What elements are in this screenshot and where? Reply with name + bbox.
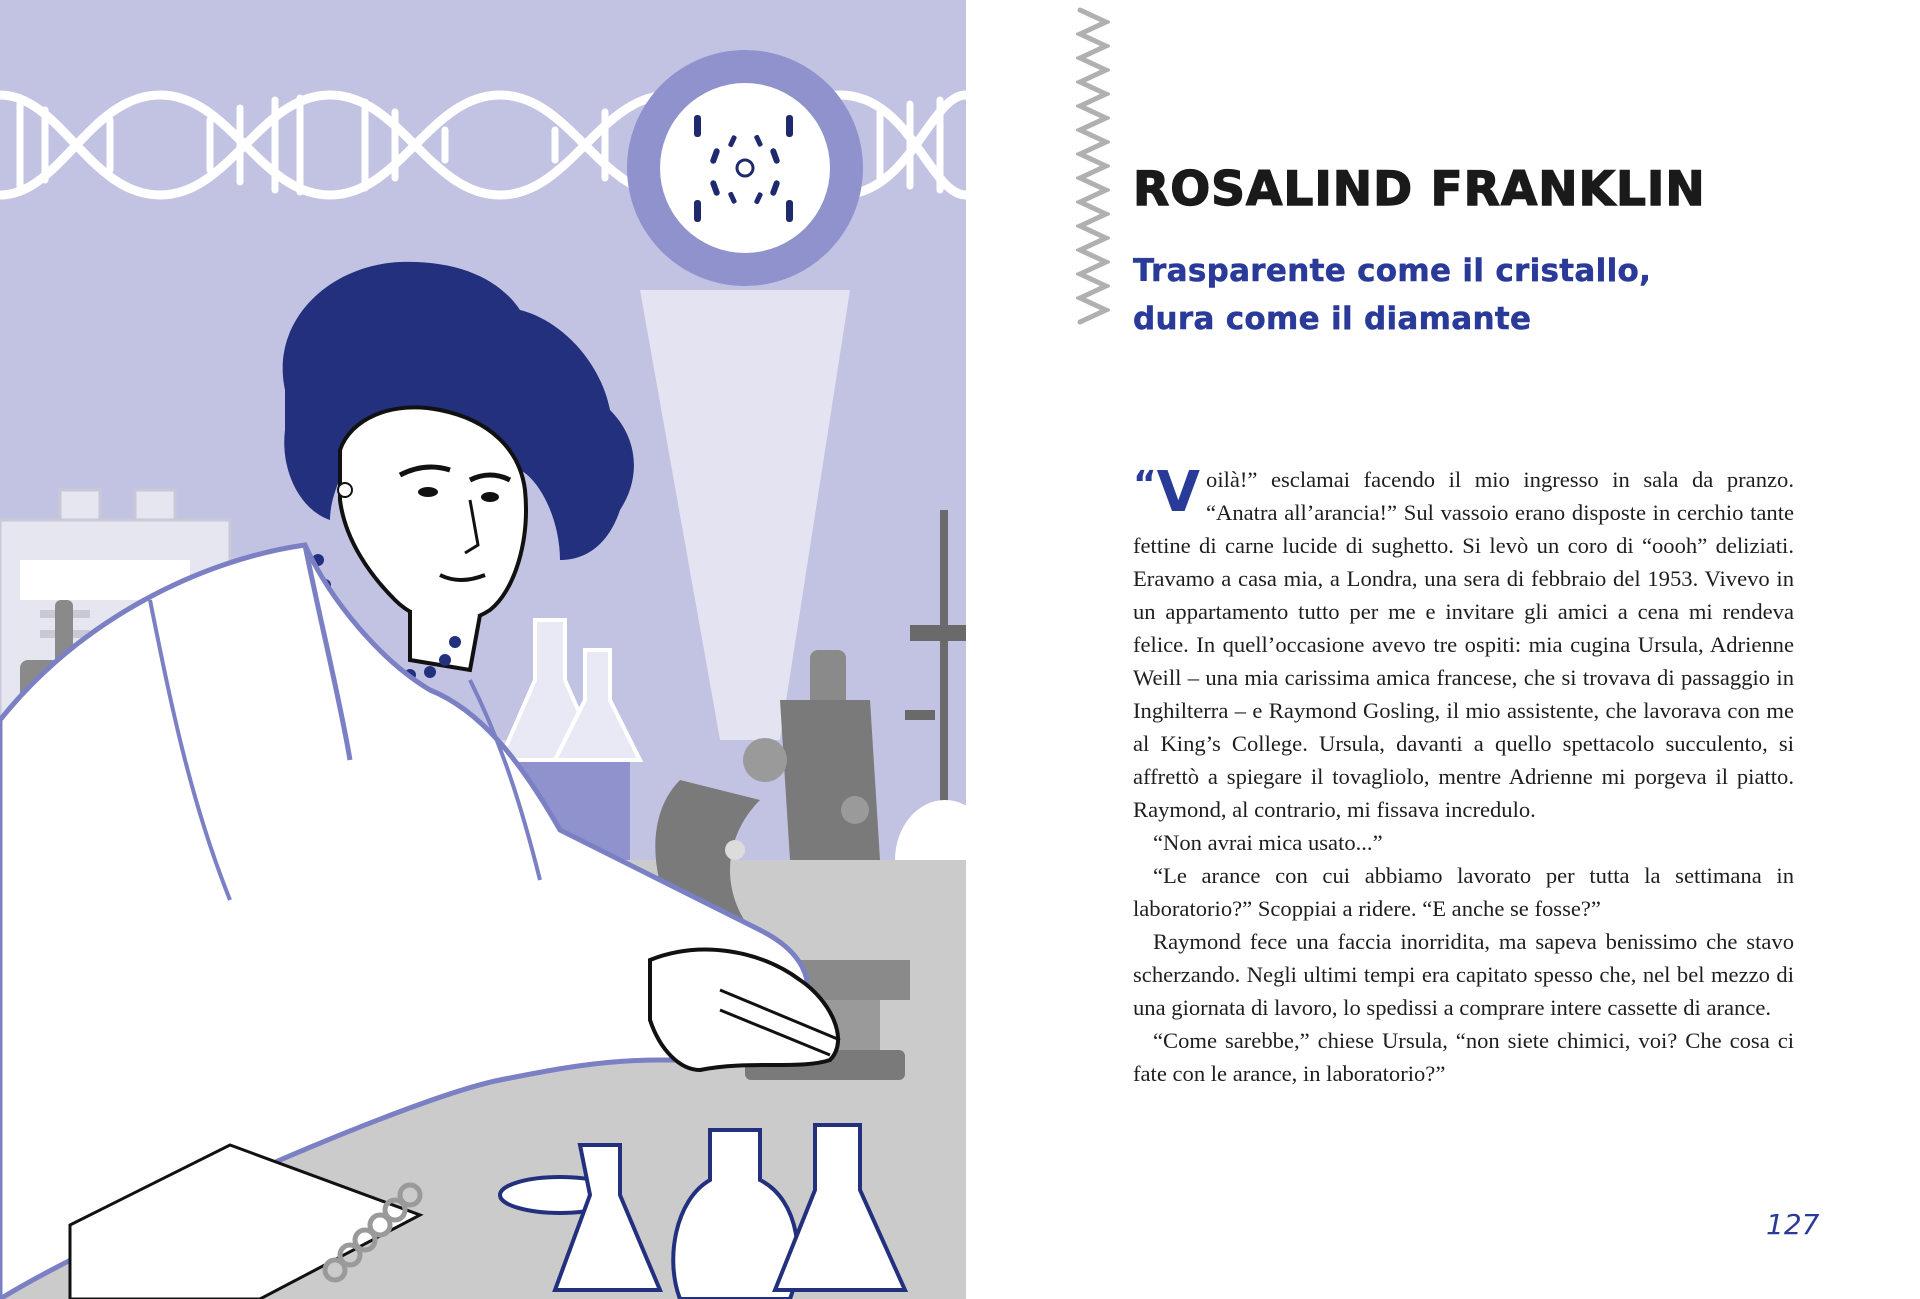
story-paragraph: [1133, 460, 1794, 826]
story-body: [1133, 460, 1794, 1090]
xray-diffraction-icon: [627, 50, 863, 286]
drop-cap-quote: “: [1133, 464, 1157, 505]
subtitle-line-2: dura come il diamante: [1133, 301, 1532, 337]
chapter-subtitle: [1133, 247, 1853, 343]
story-paragraph: “Come sarebbe,” chiese Ursula, “non siete chimici, voi? Che cosa ci fate con le arance, in laboratorio?”: [1133, 1028, 1794, 1086]
story-paragraph: “Le arance con cui abbiamo lavorato per tutta la settimana in laboratorio?” Scoppiai a ridere. “E anche se fosse?”: [1133, 863, 1794, 921]
story-paragraph: “Non avrai mica usato...”: [1153, 830, 1383, 855]
text-page: [966, 0, 1920, 1299]
squiggle-band-icon: [1076, 0, 1110, 330]
paragraph-text: oilà!” esclamai facendo il mio ingresso in sala da pranzo. “Anatra all’arancia!” Sul vassoio erano disposte in cerchio tante fettine di carne lucide di sughetto. Si levò un coro di “oooh” deliziati. Eravamo a casa mia, a Londra, una sera di febbraio del 1953. Vivevo in un appartamento tutto per me e invitare gli amici a cena mi rendeva felice. In quell’occasione avevo tre ospiti: mia cugina Ursula, Adrienne Weill – una mia carissima amica francese, che si trovava di passaggio in Inghilterra – e Raymond Gosling, il mio assistente, che lavorava con me al King’s College. Ursula, davanti a quello spettacolo succulento, si affrettò a spiegare il tovagliolo, mentre Adrienne mi porgeva il piatto. Raymond, al contrario, mi fissava incredulo.: [1133, 467, 1794, 822]
drop-cap: [1133, 460, 1201, 525]
drop-cap-letter: V: [1156, 460, 1201, 525]
chapter-title: ROSALIND FRANKLIN: [1133, 162, 1706, 217]
subtitle-line-1: Trasparente come il cristallo,: [1133, 253, 1652, 289]
story-paragraph: Raymond fece una faccia inorridita, ma sapeva benissimo che stavo scherzando. Negli ultimi tempi era capitato spesso che, nel bel mezzo di una giornata di lavoro, lo spedissi a comprare intere cassette di arance.: [1133, 929, 1794, 1020]
page-number: 127: [1766, 1208, 1820, 1241]
